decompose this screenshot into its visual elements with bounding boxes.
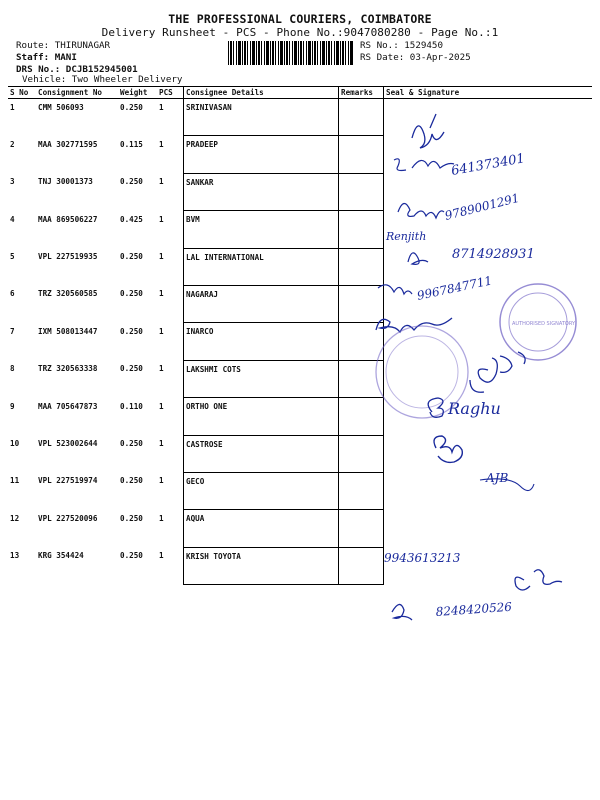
cell-remarks xyxy=(339,173,384,210)
cell-weight: 0.250 xyxy=(120,364,143,374)
cell-remarks xyxy=(339,99,384,136)
cell-pcs: 1 xyxy=(159,364,164,374)
cell-consignment: TRZ 320560585 xyxy=(38,289,98,299)
cell-signature xyxy=(384,99,593,136)
table-row xyxy=(8,435,592,472)
cell-weight: 0.250 xyxy=(120,252,143,262)
col-header-signature: Seal & Signature xyxy=(384,87,593,99)
cell-remarks xyxy=(339,136,384,173)
cell-weight: 0.250 xyxy=(120,326,143,336)
cell-pcs: 1 xyxy=(159,439,164,449)
handwritten-phone-12: 9943613213 xyxy=(384,551,461,565)
cell-remarks xyxy=(339,248,384,285)
cell-pcs: 1 xyxy=(159,513,164,523)
cell-signature xyxy=(384,323,593,360)
cell-consignment: VPL 523002644 xyxy=(38,439,98,449)
cell-sno: 9 xyxy=(10,401,15,411)
cell-consignee: LAL INTERNATIONAL xyxy=(184,248,339,285)
cell-weight: 0.250 xyxy=(120,513,143,523)
cell-signature xyxy=(384,248,593,285)
table-row xyxy=(8,547,592,584)
cell-consignment: MAA 705647873 xyxy=(38,401,98,411)
cell-consignee: NAGARAJ xyxy=(184,285,339,322)
cell-signature xyxy=(384,173,593,210)
cell-consignment: TRZ 320563338 xyxy=(38,364,98,374)
staff-label: Staff: MANI xyxy=(16,52,77,63)
cell-sno: 4 xyxy=(10,214,15,224)
handwritten-phone-13: 8248420526 xyxy=(435,599,513,619)
cell-sno: 1 xyxy=(10,103,15,112)
route-label: Route: THIRUNAGAR xyxy=(16,40,111,51)
table-header-row xyxy=(8,87,592,99)
col-header-weight: Weight xyxy=(118,87,157,99)
handwritten-phone-3: 9789001291 xyxy=(443,190,521,223)
cell-pcs: 1 xyxy=(159,177,164,187)
runsheet-title: THE PROFESSIONAL COURIERS, COIMBATORE xyxy=(168,12,432,26)
handwritten-phone-4: 8714928931 xyxy=(452,247,535,262)
cell-sno: 13 xyxy=(10,551,20,561)
rs-number: RS No.: 1529450 xyxy=(360,40,443,51)
signature-13 xyxy=(392,604,412,620)
col-header-pcs: PCS xyxy=(157,87,184,99)
cell-consignee: LAKSHMI COTS xyxy=(184,360,339,397)
cell-consignee: SANKAR xyxy=(184,173,339,210)
stamp-text: AUTHORISED SIGNATORY xyxy=(512,321,576,327)
cell-pcs: 1 xyxy=(159,103,164,112)
cell-pcs: 1 xyxy=(159,401,164,411)
cell-consignee: KRISH TOYOTA xyxy=(184,547,339,584)
cell-remarks xyxy=(339,211,384,248)
handwritten-phone-5: 9967847711 xyxy=(415,273,494,303)
cell-consignee: PRADEEP xyxy=(184,136,339,173)
cell-consignee: SRINIVASAN xyxy=(184,99,339,136)
cell-consignment: CMM 506093 xyxy=(38,103,84,112)
handwritten-initials-10: AJB xyxy=(486,471,509,485)
cell-signature xyxy=(384,136,593,173)
table-row xyxy=(8,360,592,397)
cell-remarks xyxy=(339,472,384,509)
cell-signature xyxy=(384,472,593,509)
cell-consignment: KRG 354424 xyxy=(38,551,84,561)
cell-remarks xyxy=(339,285,384,322)
cell-consignee: INARCO xyxy=(184,323,339,360)
cell-remarks xyxy=(339,398,384,435)
table-row xyxy=(8,472,592,509)
cell-pcs: 1 xyxy=(159,326,164,336)
cell-signature xyxy=(384,547,593,584)
col-header-sno: S No xyxy=(8,87,36,99)
handwritten-phone-2: 641373401 xyxy=(450,151,527,179)
cell-signature xyxy=(384,211,593,248)
cell-pcs: 1 xyxy=(159,139,164,149)
table-row xyxy=(8,248,592,285)
drs-number: DRS No.: DCJB152945001 xyxy=(16,64,138,75)
cell-consignment: VPL 227519935 xyxy=(38,252,98,262)
cell-sno: 5 xyxy=(10,252,15,262)
cell-consignee: BVM xyxy=(184,211,339,248)
handwritten-name-4: Renjith xyxy=(386,230,427,243)
cell-consignment: IXM 508013447 xyxy=(38,326,98,336)
cell-pcs: 1 xyxy=(159,476,164,486)
runsheet-subtitle: Delivery Runsheet - PCS - Phone No.:9047080280 - Page No.:1 xyxy=(101,26,499,39)
cell-remarks xyxy=(339,547,384,584)
table-row xyxy=(8,99,592,136)
cell-pcs: 1 xyxy=(159,214,164,224)
rs-date: RS Date: 03-Apr-2025 xyxy=(360,52,471,63)
cell-sno: 12 xyxy=(10,513,20,523)
cell-consignee: AQUA xyxy=(184,510,339,547)
cell-sno: 3 xyxy=(10,177,15,187)
cell-weight: 0.250 xyxy=(120,551,143,561)
table-row xyxy=(8,323,592,360)
cell-sno: 10 xyxy=(10,439,20,449)
cell-consignment: VPL 227519974 xyxy=(38,476,98,486)
table-row xyxy=(8,136,592,173)
cell-sno: 7 xyxy=(10,326,15,336)
vehicle-label: Vehicle: Two Wheeler Delivery xyxy=(22,74,183,85)
cell-remarks xyxy=(339,360,384,397)
col-header-remarks: Remarks xyxy=(339,87,384,99)
col-header-consignee: Consignee Details xyxy=(184,87,339,99)
cell-pcs: 1 xyxy=(159,289,164,299)
cell-signature xyxy=(384,398,593,435)
barcode xyxy=(228,41,354,65)
cell-signature xyxy=(384,435,593,472)
col-header-consignment: Consignment No xyxy=(36,87,118,99)
cell-weight: 0.115 xyxy=(120,139,143,149)
table-row xyxy=(8,285,592,322)
table-row xyxy=(8,211,592,248)
cell-consignment: TNJ 30001373 xyxy=(38,177,93,187)
cell-consignee: ORTHO ONE xyxy=(184,398,339,435)
cell-weight: 0.250 xyxy=(120,177,143,187)
cell-sno: 2 xyxy=(10,139,15,149)
cell-remarks xyxy=(339,323,384,360)
cell-weight: 0.250 xyxy=(120,103,143,112)
cell-weight: 0.425 xyxy=(120,214,143,224)
cell-weight: 0.110 xyxy=(120,401,143,411)
cell-consignee: CASTROSE xyxy=(184,435,339,472)
cell-signature xyxy=(384,360,593,397)
table-row xyxy=(8,510,592,547)
cell-sno: 8 xyxy=(10,364,15,374)
table-row xyxy=(8,173,592,210)
cell-weight: 0.250 xyxy=(120,476,143,486)
table-row xyxy=(8,398,592,435)
cell-sno: 6 xyxy=(10,289,15,299)
cell-signature xyxy=(384,510,593,547)
runsheet-table xyxy=(8,86,592,585)
cell-sno: 11 xyxy=(10,476,20,486)
cell-consignment: MAA 302771595 xyxy=(38,139,98,149)
cell-remarks xyxy=(339,435,384,472)
cell-pcs: 1 xyxy=(159,551,164,561)
cell-pcs: 1 xyxy=(159,252,164,262)
handwritten-name-8: Raghu xyxy=(448,399,501,418)
cell-remarks xyxy=(339,510,384,547)
cell-weight: 0.250 xyxy=(120,289,143,299)
cell-consignee: GECO xyxy=(184,472,339,509)
cell-consignment: MAA 869506227 xyxy=(38,214,98,224)
cell-weight: 0.250 xyxy=(120,439,143,449)
cell-consignment: VPL 227520096 xyxy=(38,513,98,523)
cell-signature xyxy=(384,285,593,322)
